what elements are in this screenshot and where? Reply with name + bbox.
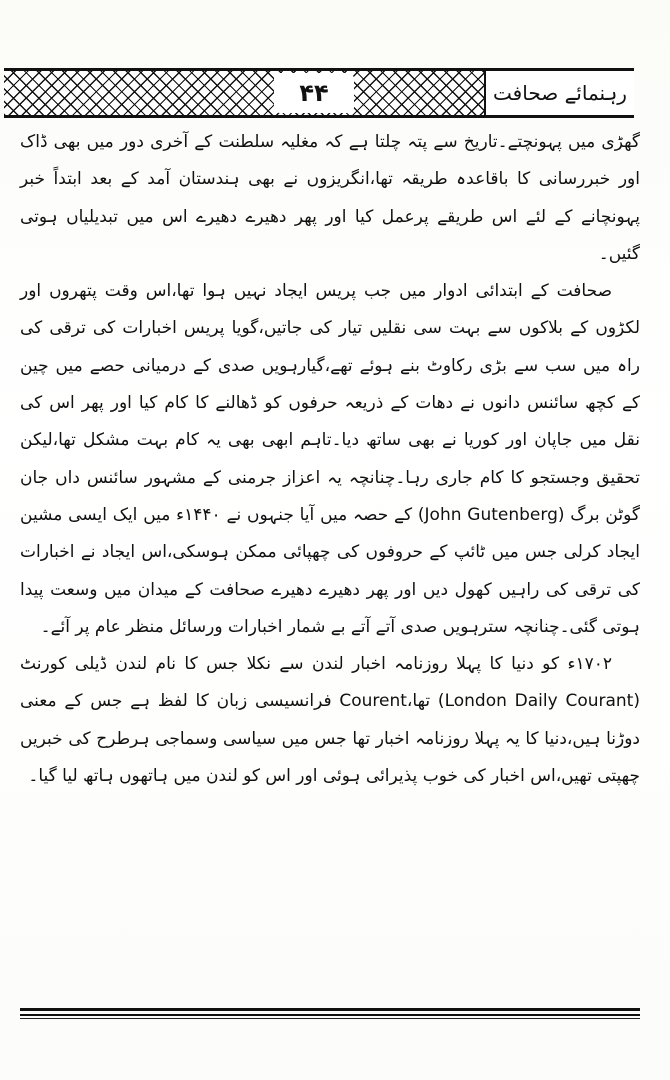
body-text xyxy=(20,124,640,795)
section-title: رہنمائے صحافت xyxy=(484,71,634,115)
paragraph-1: گھڑی میں پہونچتے۔تاریخ سے پتہ چلتا ہے کہ مغلیہ سلطنت کے آخری دور میں بھی ڈاک اور خبررسانی کا باقاعدہ طریقہ تھا،انگریزوں نے بھی ہندستان آمد کے بعد ابتداً خبر پہونچانے کے لئے اس طریقے پرعمل کیا اور پھر دھیرے دھیرے اس میں تبدیلیاں ہوتی گئیں۔ xyxy=(20,132,640,264)
paragraph-3: ۱۷۰۲ء کو دنیا کا پہلا روزنامہ اخبار لندن سے نکلا جس کا نام لندن ڈیلی کورنٹ (London Daily Courant) تھا،Courent فرانسیسی زبان کا لفظ ہے جس کے معنی دوڑنا ہیں،دنیا کا یہ پہلا روزنامہ اخبار تھا جس میں سیاسی وسماجی ہرطرح کی خبریں چھپتی تھیں،اس اخبار کی خوب پذیرائی ہوئی اور اس کو لندن میں ہاتھوں ہاتھ لیا گیا۔ xyxy=(20,654,640,787)
paragraph-2: صحافت کے ابتدائی ادوار میں جب پریس ایجاد نہیں ہوا تھا،اس وقت پتھروں اور لکڑوں کے بلاکوں سے بہت سی نقلیں تیار کی جاتیں،گویا پریس اخبارات کی ترقی کی راہ میں سب سے بڑی رکاوٹ بنے ہوئے تھے،گیارہویں صدی کے درمیانی حصے میں چین کے کچھ سائنس دانوں نے دھات کے ذریعہ حرفوں کو ڈھالنے کا کام کیا اور پھر اس کی نقل میں جاپان اور کوریا نے بھی ساتھ دیا۔تاہم ابھی بھی یہ کام بہت مشکل تھا،لیکن تحقیق وجستجو کا کام جاری رہا۔چنانچہ یہ اعزاز جرمنی کے مشہور سائنس داں جان گوٹن برگ (John Gutenberg) کے حصہ میں آیا جنہوں نے ۱۴۴۰ء میں ایک ایسی مشین ایجاد کرلی جس میں ٹائپ کے حروفوں کی چھپائی ممکن ہوسکی،اس ایجاد نے اخبارات کی ترقی کی راہیں کھول دیں اور پھر دھیرے دھیرے صحافت کے میدان میں وسعت پیدا ہوتی گئی۔چنانچہ سترہویں صدی آتے آتے بے شمار اخبارات ورسائل منظر عام پر آئے۔ xyxy=(20,281,640,637)
page-number: ۴۴ xyxy=(274,73,354,113)
running-header xyxy=(4,68,634,118)
footer-rule xyxy=(20,1008,640,1020)
